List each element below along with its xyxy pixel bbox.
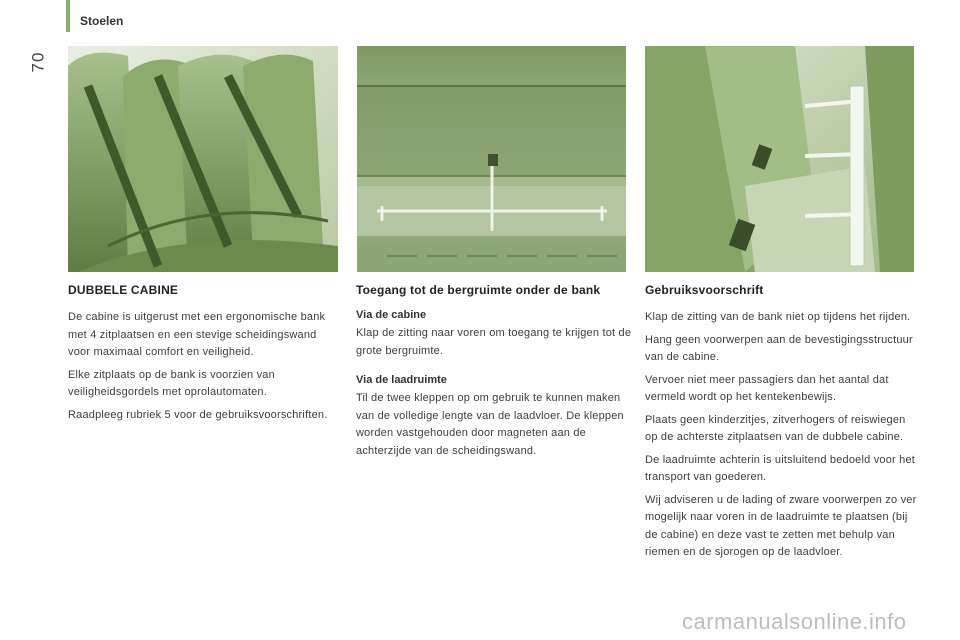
- paragraph: Wij adviseren u de lading of zware voorwerpen zo ver mogelijk naar voren in de laadruimte te plaatsen (bij de cabine) en deze vast te zetten met behulp van riemen en de sjorogen op de laadvloer.: [645, 493, 917, 558]
- paragraph: De laadruimte achterin is uitsluitend bedoeld voor het transport van goederen.: [645, 453, 916, 483]
- paragraph: Klap de zitting van de bank niet op tijdens het rijden.: [645, 311, 911, 323]
- paragraph: Klap de zitting naar voren om toegang te krijgen tot de grote bergruimte.: [356, 327, 632, 357]
- storage-access-heading: Toegang tot de bergruimte onder de bank: [356, 283, 601, 297]
- paragraph: Til de twee kleppen op om gebruik te kunnen maken van de volledige lengte van de laadvloer. De kleppen worden vastgehouden door magneten aan de achterzijde van de scheidingswand.: [356, 392, 624, 457]
- usage-instructions-heading: Gebruiksvoorschrift: [645, 283, 764, 297]
- watermark: carmanualsonline.info: [682, 609, 907, 634]
- storage-access-section: [356, 283, 632, 465]
- storage-compartment-illustration: [357, 46, 626, 272]
- paragraph: Plaats geen kinderzitjes, zitverhogers of reiswiegen op de achterste zitplaatsen van de dubbele cabine.: [645, 413, 906, 443]
- subsection-title: Via de laadruimte: [356, 374, 447, 386]
- subsection-via-cargo-area: [356, 374, 632, 460]
- mounting-structure-illustration: [645, 46, 914, 272]
- paragraph: Vervoer niet meer passagiers dan het aantal dat vermeld wordt op het kentekenbewijs.: [645, 373, 889, 403]
- paragraph: Hang geen voorwerpen aan de bevestigingsstructuur van de cabine.: [645, 333, 913, 363]
- page-number: 70: [28, 51, 48, 73]
- accent-bar: [66, 0, 70, 32]
- bench-seats-illustration: [68, 46, 338, 272]
- usage-instructions-section: [645, 283, 920, 567]
- paragraph: Elke zitplaats op de bank is voorzien van veiligheidsgordels met oprolautomaten.: [68, 368, 275, 398]
- double-cabin-section: [68, 283, 330, 429]
- double-cabin-heading: DUBBELE CABINE: [68, 283, 179, 297]
- paragraph: De cabine is uitgerust met een ergonomische bank met 4 zitplaatsen en een stevige scheidingswand voor maximaal comfort en veiligheid.: [68, 311, 326, 358]
- subsection-via-cabin: [356, 309, 632, 360]
- paragraph: Raadpleeg rubriek 5 voor de gebruiksvoorschriften.: [68, 408, 328, 421]
- section-title: Stoelen: [80, 14, 124, 28]
- subsection-title: Via de cabine: [356, 309, 427, 321]
